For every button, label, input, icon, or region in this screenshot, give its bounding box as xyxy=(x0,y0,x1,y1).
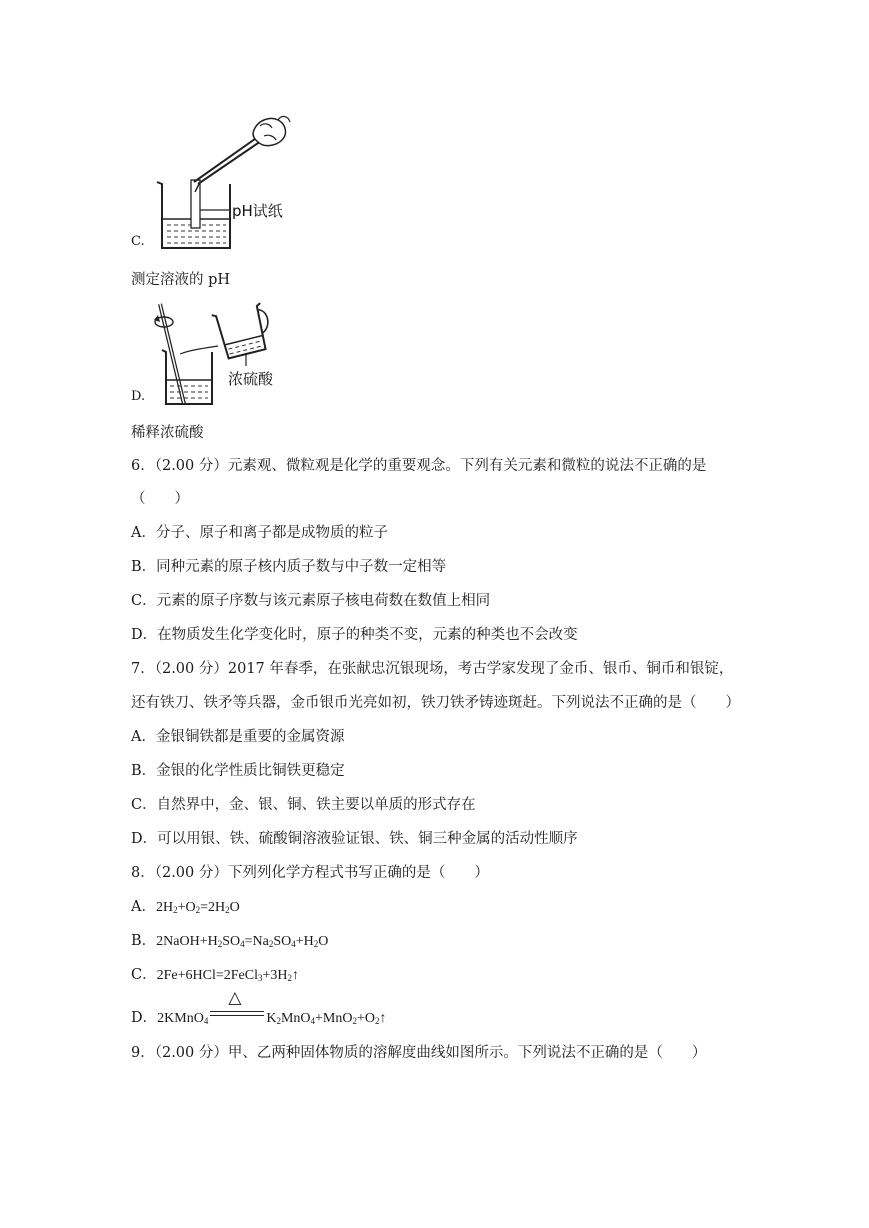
q7-stem-continued: 还有铁刀、铁矛等兵器，金币银币光亮如初，铁刀铁矛铸迹斑赶。下列说法不正确的是（ ） xyxy=(131,695,740,711)
ph-test-illustration xyxy=(154,112,294,252)
q7-option-c: C．自然界中，金、银、铜、铁主要以单质的形式存在 xyxy=(131,797,476,813)
q6-stem-bracket: （ ） xyxy=(131,491,189,507)
q8-stem: 8．（2.00 分）下列列化学方程式书写正确的是（ ） xyxy=(131,865,489,881)
q8-option-b-label: B． xyxy=(131,933,157,949)
q8-option-d-label: D． xyxy=(131,1010,158,1026)
q6-option-b: B．同种元素的原子核内质子数与中子数一定相等 xyxy=(131,559,447,575)
acid-label: 浓硫酸 xyxy=(228,370,274,388)
dilution-figure xyxy=(150,300,290,410)
q6-option-a: A．分子、原子和离子都是成物质的粒子 xyxy=(131,525,388,541)
q8-option-b xyxy=(131,931,328,954)
q8-equation-c: $2Fe+6HCl=2FeCl_3+3H_2↑$ xyxy=(156,968,299,983)
ph-test-figure xyxy=(154,112,294,252)
q8-equation-b: $2NaOH+H_2SO_4=Na_2SO_4+H_2O$ xyxy=(156,934,329,949)
option-c-label: C. xyxy=(131,234,145,249)
option-d-label: D. xyxy=(131,389,146,404)
q7-stem: 7．（2.00 分）2017 年春季，在张献忠沉银现场，考古学家发现了金币、银币、铜币和银锭， xyxy=(131,661,734,677)
q8-option-c-label: C． xyxy=(131,967,157,983)
q8-option-a xyxy=(131,897,240,920)
ph-paper-label: pH试纸 xyxy=(232,202,283,220)
q6-option-c: C．元素的原子序数与该元素原子核电荷数在数值上相同 xyxy=(131,593,491,609)
q7-option-b: B．金银的化学性质比铜铁更稳定 xyxy=(131,763,345,779)
q7-option-a: A．金银铜铁都是重要的金属资源 xyxy=(131,729,345,745)
equals-double-line xyxy=(210,1011,264,1016)
q8-option-a-label: A． xyxy=(131,899,156,915)
q8-heat-condition xyxy=(208,988,266,1024)
q6-stem: 6．（2.00 分）元素观、微粒观是化学的重要观念。下列有关元素和微粒的说法不正确的是 xyxy=(131,458,707,474)
q7-option-d: D．可以用银、铁、硫酸铜溶液验证银、铁、铜三种金属的活动性顺序 xyxy=(131,831,578,847)
q9-stem: 9．（2.00 分）甲、乙两种固体物质的溶解度曲线如图所示。下列说法不正确的是（ ） xyxy=(131,1045,707,1061)
q8-equation-d-products: $K_2MnO_4+MnO_2+O_2↑$ xyxy=(266,1011,387,1026)
delta-symbol: △ xyxy=(228,988,242,1008)
q8-option-c xyxy=(131,965,299,988)
q6-option-d: D．在物质发生化学变化时，原子的种类不变，元素的种类也不会改变 xyxy=(131,627,578,643)
q8-equation-d-reactant: 2KMnO$_4$ xyxy=(157,1011,209,1026)
dilution-illustration xyxy=(150,300,290,410)
option-d-caption: 稀释浓硫酸 xyxy=(131,425,204,441)
option-c-caption: 测定溶液的 pH xyxy=(131,272,231,288)
q8-equation-a: $2H_2+O_2=2H_2O$ xyxy=(155,900,240,915)
q8-option-d xyxy=(131,988,387,1031)
